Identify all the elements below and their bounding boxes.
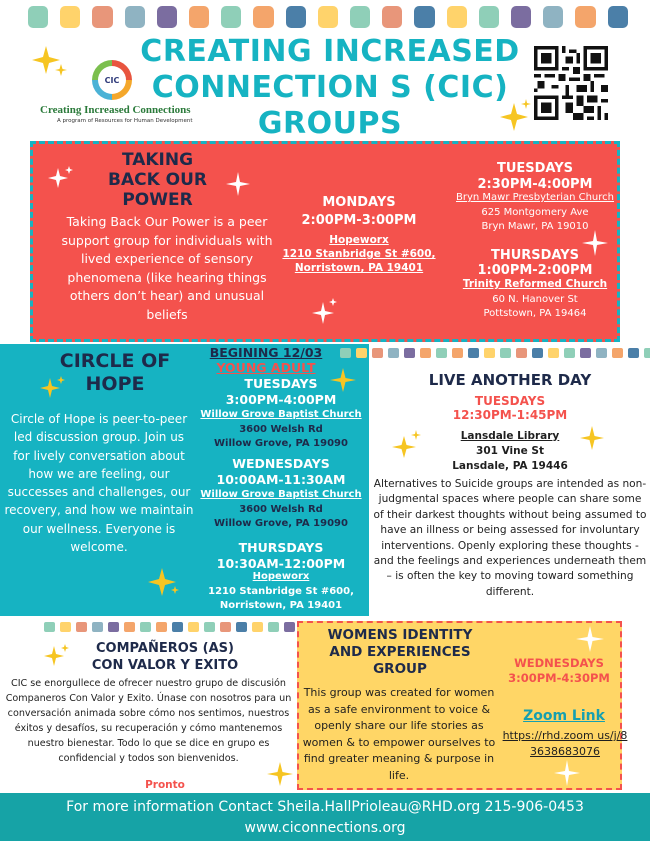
companeros-title: COMPAÑEROS (AS) CON VALOR Y EXITO [91,641,239,673]
color-swatch [318,6,338,28]
logo-name: Creating Increased Connections [40,104,191,116]
mini-color-swatch [612,348,623,358]
womens-day: WEDNESDAYS [514,656,604,670]
color-swatch [608,6,628,28]
color-swatch [189,6,209,28]
coh-thursday-venue-link[interactable]: Hopeworx [252,571,310,582]
color-swatch [382,6,402,28]
coh-wednesday-venue-link[interactable]: Willow Grove Baptist Church [200,489,362,500]
sparkle-icon [226,172,250,196]
lad-description: Alternatives to Suicide groups are intended as non-judgmental spaces where people can share some of their darkest thoughts without being assumed to have an illness or being assessed for involuntary interventions. Openly exploring these thoughts - and the feelings and experiences underneath them – is often the key to moving toward something different. [373,478,647,598]
sparkle-icon [148,566,180,598]
mini-color-swatch [188,622,199,632]
mini-color-swatch [60,622,71,632]
coh-tuesday-address: 3600 Welsh Rd Willow Grove, PA 19090 [214,424,348,449]
lad-venue-link[interactable]: Lansdale Library [460,430,560,442]
mini-color-swatch [628,348,639,358]
lad-day: TUESDAYS [474,394,546,408]
mini-color-swatch [596,348,607,358]
thursday-address: 60 N. Hanover St Pottstown, PA 19464 [483,294,587,319]
mini-color-swatch [44,622,55,632]
page-title [140,34,520,142]
monday-day: MONDAYS [322,195,396,210]
mini-color-swatch [340,348,351,358]
mini-color-swatch [268,622,279,632]
title-line-1: CREATING INCREASED [140,34,520,69]
thursday-day: THURSDAYS [490,248,580,263]
mini-color-swatch [532,348,543,358]
coh-tuesday-day: TUESDAYS [244,376,318,391]
logo-circle-icon [92,60,132,100]
color-swatch [125,6,145,28]
tuesday-time: 2:30PM-4:00PM [477,177,593,192]
mini-color-swatch [372,348,383,358]
mini-color-swatch [76,622,87,632]
mini-color-swatch [436,348,447,358]
mini-color-swatch [204,622,215,632]
color-swatch [414,6,434,28]
mini-color-swatch [580,348,591,358]
lad-time: 12:30PM-1:45PM [452,408,568,422]
tuesday-day: TUESDAYS [496,161,574,176]
coh-wednesday-day: WEDNESDAYS [232,456,330,471]
mini-color-swatch [172,622,183,632]
color-swatch-row [28,6,628,28]
color-swatch [253,6,273,28]
tuesday-address: 625 Montgomery Ave Bryn Mawr, PA 19010 [481,207,589,232]
mini-color-swatch [156,622,167,632]
mini-color-swatch [484,348,495,358]
mini-color-swatch [452,348,463,358]
beginning-date: BEGINING 12/03 [209,345,323,360]
sparkle-icon [312,298,338,326]
sparkle-icon [42,644,70,670]
title-line-2: CONNECTION S (CIC) [151,70,509,105]
coh-thursday-day: THURSDAYS [238,540,324,555]
logo-initials: CIC [98,66,126,94]
circle-of-hope-description: Circle of Hope is peer-to-peer led discussion group. Join us for lively conversation about how we are feeling, our successes and challenges, our recovery, and how we maintain our wellness. Everyone is welcome. [4,412,194,555]
color-swatch [350,6,370,28]
coh-thursday-address: 1210 Stanbridge St #600, Norristown, PA 19401 [208,586,354,611]
sparkle-icon [330,366,358,394]
color-swatch [286,6,306,28]
womens-title: WOMENS IDENTITY AND EXPERIENCES GROUP [327,627,473,677]
sparkle-icon [582,230,608,256]
mini-color-swatch [108,622,119,632]
mini-color-swatch [252,622,263,632]
mini-color-swatch [548,348,559,358]
mini-color-swatch [124,622,135,632]
footer-contact[interactable]: For more information Contact Sheila.HallPrioleau@RHD.org 215-906-0453 [66,799,584,815]
mini-color-swatch [500,348,511,358]
coh-wednesday-time: 10:00AM-11:30AM [216,472,346,487]
color-swatch [543,6,563,28]
mini-color-swatch [284,622,295,632]
mini-color-swatch [356,348,367,358]
zoom-link[interactable]: Zoom Link [523,708,605,724]
taking-back-title: TAKING BACK OUR POWER [107,150,208,210]
monday-location-link[interactable]: Hopeworx 1210 Stanbridge St #600, Norristown, PA 19401 [282,234,436,274]
mini-swatch-row-right [340,348,650,358]
color-swatch [28,6,48,28]
sparkle-icon [267,760,295,788]
lad-address: 301 Vine St Lansdale, PA 19446 [452,445,568,472]
color-swatch [60,6,80,28]
mini-color-swatch [516,348,527,358]
womens-description: This group was created for women as a safe environment to voice & openly share our life stories as women & to empower ourselves to find greater meaning & purpose in life. [302,686,496,782]
color-swatch [575,6,595,28]
pronto-label: Pronto [145,779,185,791]
circle-of-hope-title: CIRCLE OF HOPE [59,350,171,395]
coh-tuesday-venue-link[interactable]: Willow Grove Baptist Church [200,409,362,420]
young-adult-label: YOUNG ADULT [216,360,316,375]
color-swatch [447,6,467,28]
color-swatch [157,6,177,28]
monday-time: 2:00PM-3:00PM [301,213,417,228]
mini-color-swatch [388,348,399,358]
mini-color-swatch [564,348,575,358]
coh-wednesday-address: 3600 Welsh Rd Willow Grove, PA 19090 [214,504,348,529]
taking-back-description: Taking Back Our Power is a peer support group for individuals with lived experience of sensory phenomena (like hearing things others don’t hear) and unusual beliefs [61,214,273,322]
mini-color-swatch [468,348,479,358]
sparkle-icon [500,99,532,133]
mini-color-swatch [92,622,103,632]
sparkle-icon [32,44,68,80]
thursday-time: 1:00PM-2:00PM [477,263,593,278]
mini-color-swatch [404,348,415,358]
coh-tuesday-time: 3:00PM-4:00PM [225,392,337,407]
sparkle-icon [46,166,74,192]
mini-color-swatch [644,348,650,358]
color-swatch [221,6,241,28]
tuesday-venue-link[interactable]: Bryn Mawr Presbyterian Church [456,192,614,203]
mini-color-swatch [220,622,231,632]
companeros-description: CIC se enorgullece de ofrecer nuestro grupo de discusión Companeros Con Valor y Exito. Únase con nosotros para un conversación animada sobre cómo nos sentimos, nuestros éxitos y desafíos, su recuperación y cómo mantenemos nuestro bienestar. Todo lo que se dice en grupo es confidencial y todos son bienvenidos. [5,678,292,764]
footer-website[interactable]: www.ciconnections.org [244,820,406,836]
mini-color-swatch [140,622,151,632]
sparkle-icon [38,376,66,402]
mini-color-swatch [236,622,247,632]
color-swatch [511,6,531,28]
live-another-day-title: LIVE ANOTHER DAY [428,371,592,389]
sparkle-icon [576,624,606,654]
sparkle-icon [554,760,580,786]
logo-tagline: A program of Resources for Human Development [57,118,193,124]
zoom-url-link[interactable]: https://rhd.zoom us/j/83638683076 [502,729,628,758]
color-swatch [479,6,499,28]
coh-thursday-time: 10:30AM-12:00PM [216,556,346,571]
thursday-venue-link[interactable]: Trinity Reformed Church [462,278,608,290]
sparkle-icon [578,424,608,452]
mini-color-swatch [420,348,431,358]
sparkle-icon [392,430,422,460]
womens-time: 3:00PM-4:30PM [508,671,610,685]
qr-code-icon [532,46,610,120]
color-swatch [92,6,112,28]
title-line-3: GROUPS [257,106,403,141]
